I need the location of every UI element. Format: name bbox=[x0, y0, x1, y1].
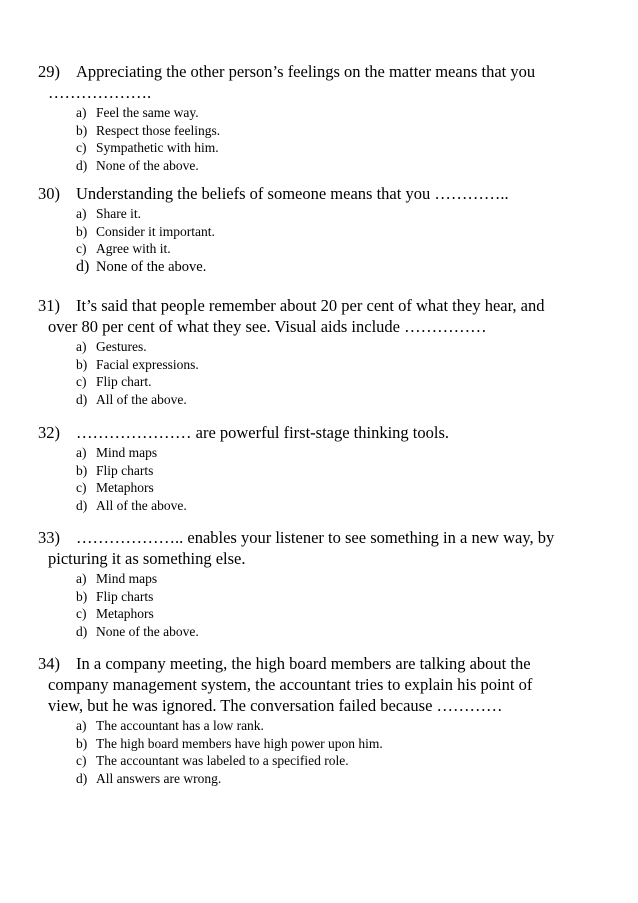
question-text-line bbox=[38, 653, 598, 674]
option-b: b) Facial expressions. bbox=[76, 356, 199, 372]
question-33 bbox=[38, 527, 598, 640]
question-text-line bbox=[38, 422, 598, 443]
question-text-line bbox=[38, 295, 598, 316]
options-list bbox=[38, 570, 598, 640]
options-list bbox=[38, 338, 598, 408]
question-stem: In a company meeting, the high board members are talking about the bbox=[76, 654, 531, 673]
option-a: a) Mind maps bbox=[76, 571, 158, 586]
question-text-line: company management system, the accountant tries to explain his point of bbox=[48, 675, 533, 694]
option-d: d) All answers are wrong. bbox=[76, 770, 222, 786]
options-list bbox=[38, 717, 598, 787]
option-a: a) The accountant has a low rank. bbox=[76, 718, 264, 733]
question-stem: ……………….. enables your listener to see something in a new way, by bbox=[76, 528, 555, 547]
question-number: 33) bbox=[38, 528, 60, 547]
option-b: b) Flip charts bbox=[76, 588, 154, 604]
option-d: d) None of the above. bbox=[76, 257, 207, 275]
option-b: b) Consider it important. bbox=[76, 223, 215, 239]
question-31 bbox=[38, 295, 598, 408]
option-b: b) Respect those feelings. bbox=[76, 122, 221, 138]
options-list bbox=[38, 444, 598, 514]
option-a: a) Mind maps bbox=[76, 445, 158, 460]
option-d: d) All of the above. bbox=[76, 497, 187, 513]
options-list bbox=[38, 104, 598, 174]
question-stem: It’s said that people remember about 20 per cent of what they hear, and bbox=[76, 296, 545, 315]
question-number: 32) bbox=[38, 423, 60, 442]
question-number: 29) bbox=[38, 62, 60, 81]
option-c: c) Metaphors bbox=[76, 606, 154, 621]
question-number: 30) bbox=[38, 184, 60, 203]
question-stem: ………………… are powerful first-stage thinking tools. bbox=[76, 423, 450, 442]
option-d: d) None of the above. bbox=[76, 157, 199, 173]
question-34 bbox=[38, 653, 598, 787]
question-32 bbox=[38, 422, 598, 514]
option-c: c) Metaphors bbox=[76, 480, 154, 495]
option-d: d) All of the above. bbox=[76, 391, 187, 407]
question-text-line bbox=[38, 183, 598, 204]
options-list bbox=[38, 205, 598, 276]
option-c: c) Agree with it. bbox=[76, 241, 171, 256]
question-30 bbox=[38, 183, 598, 276]
question-text-line bbox=[38, 61, 598, 82]
option-a: a) Feel the same way. bbox=[76, 105, 199, 120]
option-d: d) None of the above. bbox=[76, 623, 199, 639]
question-text-line: ………………. bbox=[48, 83, 152, 102]
question-stem: Appreciating the other person’s feelings on the matter means that you bbox=[76, 62, 536, 81]
question-text-line bbox=[38, 527, 598, 548]
option-c: c) The accountant was labeled to a specified role. bbox=[76, 753, 349, 768]
option-a: a) Gestures. bbox=[76, 339, 147, 354]
question-text-line: view, but he was ignored. The conversation failed because ………… bbox=[48, 696, 503, 715]
question-stem: Understanding the beliefs of someone means that you ………….. bbox=[76, 184, 509, 203]
option-c: c) Sympathetic with him. bbox=[76, 140, 219, 155]
question-text-line: over 80 per cent of what they see. Visual aids include …………… bbox=[48, 317, 487, 336]
option-c: c) Flip chart. bbox=[76, 374, 152, 389]
question-number: 31) bbox=[38, 296, 60, 315]
option-b: b) Flip charts bbox=[76, 462, 154, 478]
option-a: a) Share it. bbox=[76, 206, 141, 221]
option-b: b) The high board members have high power upon him. bbox=[76, 735, 383, 751]
question-text-line: picturing it as something else. bbox=[48, 549, 246, 568]
question-29 bbox=[38, 61, 598, 174]
question-number: 34) bbox=[38, 654, 60, 673]
